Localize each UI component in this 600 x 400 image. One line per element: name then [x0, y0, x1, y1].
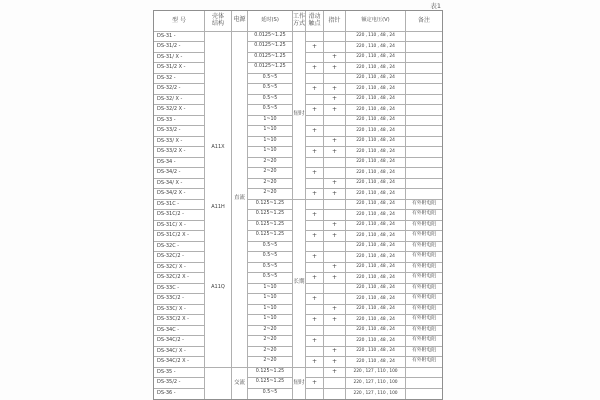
delay-cell: 0.5~5: [248, 263, 293, 274]
voltage-cell: 220 , 110 , 48 , 24: [346, 273, 406, 284]
voltage-cell: 220 , 110 , 48 , 24: [346, 137, 406, 148]
mode-short-time-cell-1: 短时: [293, 32, 306, 200]
voltage-cell: 220 , 110 , 48 , 24: [346, 84, 406, 95]
voltage-cell: 220 , 110 , 48 , 24: [346, 284, 406, 295]
shell-type-a11h: A11H: [211, 203, 225, 210]
voltage-cell: 220 , 110 , 48 , 24: [346, 200, 406, 211]
mode-short-time-cell-2: 短时: [293, 368, 306, 400]
slide-contact-cell: [306, 200, 324, 211]
spec-table: [153, 10, 443, 400]
note-cell: [406, 368, 442, 379]
note-cell: 有外附电阻: [406, 357, 442, 368]
note-cell: [406, 74, 442, 85]
slide-contact-cell: [306, 326, 324, 337]
pointer-cell: +: [324, 263, 346, 274]
note-cell: [406, 53, 442, 64]
model-cell: DS-34C/2 X -: [154, 357, 205, 368]
header-pointer: 指针: [324, 11, 346, 32]
pointer-cell: [324, 284, 346, 295]
note-cell: 有外附电阻: [406, 336, 442, 347]
delay-cell: 0.125~1.25: [248, 221, 293, 232]
note-cell: 有外附电阻: [406, 263, 442, 274]
note-cell: 有外附电阻: [406, 305, 442, 316]
pointer-cell: [324, 210, 346, 221]
delay-cell: 0.5~5: [248, 242, 293, 253]
model-cell: DS-33C -: [154, 284, 205, 295]
pointer-cell: [324, 294, 346, 305]
voltage-cell: 220 , 110 , 48 , 24: [346, 147, 406, 158]
note-cell: [406, 158, 442, 169]
slide-contact-cell: +: [306, 315, 324, 326]
model-cell: DS-32/2 -: [154, 84, 205, 95]
note-cell: [406, 137, 442, 148]
slide-contact-cell: [306, 53, 324, 64]
voltage-cell: 220 , 127 , 110 , 100: [346, 368, 406, 379]
note-cell: [406, 105, 442, 116]
slide-contact-cell: [306, 137, 324, 148]
header-voltage: 额定电压(V): [346, 11, 406, 32]
shell-type-a11x: A11X: [211, 143, 225, 150]
model-cell: DS-31C/2 X -: [154, 231, 205, 242]
slide-contact-cell: [306, 74, 324, 85]
model-cell: DS-34/2 -: [154, 168, 205, 179]
slide-contact-cell: [306, 305, 324, 316]
voltage-cell: 220 , 110 , 48 , 24: [346, 105, 406, 116]
pointer-cell: [324, 32, 346, 43]
pointer-cell: +: [324, 273, 346, 284]
delay-cell: 1~10: [248, 284, 293, 295]
note-cell: [406, 42, 442, 53]
model-cell: DS-32/2 X -: [154, 105, 205, 116]
model-cell: DS-34C/ X -: [154, 347, 205, 358]
pointer-cell: +: [324, 137, 346, 148]
model-cell: DS-33/2 X -: [154, 147, 205, 158]
delay-cell: 1~10: [248, 315, 293, 326]
pointer-cell: +: [324, 179, 346, 190]
pointer-cell: +: [324, 368, 346, 379]
model-cell: DS-31/2 -: [154, 42, 205, 53]
voltage-cell: 220 , 110 , 48 , 24: [346, 116, 406, 127]
delay-cell: 0.0125~1.25: [248, 63, 293, 74]
model-cell: DS-33/2 -: [154, 126, 205, 137]
pointer-cell: +: [324, 147, 346, 158]
delay-cell: 2~20: [248, 158, 293, 169]
note-cell: 有外附电阻: [406, 347, 442, 358]
slide-contact-cell: +: [306, 273, 324, 284]
voltage-cell: 220 , 110 , 48 , 24: [346, 95, 406, 106]
model-cell: DS-33C/2 -: [154, 294, 205, 305]
note-cell: 有外附电阻: [406, 231, 442, 242]
note-cell: [406, 168, 442, 179]
voltage-cell: 220 , 127 , 110 , 100: [346, 389, 406, 400]
pointer-cell: +: [324, 231, 346, 242]
voltage-cell: 220 , 110 , 48 , 24: [346, 305, 406, 316]
slide-contact-cell: [306, 179, 324, 190]
pointer-cell: [324, 200, 346, 211]
note-cell: 有外附电阻: [406, 221, 442, 232]
note-cell: [406, 63, 442, 74]
shell-type-a11q: A11Q: [211, 283, 225, 290]
delay-cell: 0.125~1.25: [248, 231, 293, 242]
model-cell: DS-34/ X -: [154, 179, 205, 190]
note-cell: 有外附电阻: [406, 284, 442, 295]
delay-cell: 1~10: [248, 147, 293, 158]
delay-cell: 2~20: [248, 168, 293, 179]
voltage-cell: 220 , 110 , 48 , 24: [346, 252, 406, 263]
model-cell: DS-34 -: [154, 158, 205, 169]
slide-contact-cell: +: [306, 231, 324, 242]
pointer-cell: [324, 326, 346, 337]
voltage-cell: 220 , 110 , 48 , 24: [346, 32, 406, 43]
voltage-cell: 220 , 110 , 48 , 24: [346, 168, 406, 179]
voltage-cell: 220 , 110 , 48 , 24: [346, 263, 406, 274]
slide-contact-cell: +: [306, 378, 324, 389]
note-cell: [406, 126, 442, 137]
slide-contact-cell: [306, 389, 324, 400]
power-dc-cell: 直流: [232, 32, 248, 368]
delay-cell: 0.5~5: [248, 95, 293, 106]
voltage-cell: 220 , 127 , 110 , 100: [346, 378, 406, 389]
delay-cell: 1~10: [248, 137, 293, 148]
pointer-cell: +: [324, 84, 346, 95]
model-cell: DS-34C -: [154, 326, 205, 337]
pointer-cell: +: [324, 53, 346, 64]
model-cell: DS-32C/2 -: [154, 252, 205, 263]
slide-contact-cell: +: [306, 357, 324, 368]
model-cell: DS-31/ X -: [154, 53, 205, 64]
delay-cell: 2~20: [248, 357, 293, 368]
header-notes: 备注: [406, 11, 442, 32]
voltage-cell: 220 , 110 , 48 , 24: [346, 42, 406, 53]
note-cell: 有外附电阻: [406, 210, 442, 221]
slide-contact-cell: +: [306, 252, 324, 263]
header-slide-contact: 滑动触点: [306, 11, 324, 32]
voltage-cell: 220 , 110 , 48 , 24: [346, 189, 406, 200]
model-cell: DS-31/2 X -: [154, 63, 205, 74]
delay-cell: 1~10: [248, 116, 293, 127]
model-cell: DS-33/ X -: [154, 137, 205, 148]
slide-contact-cell: [306, 32, 324, 43]
model-cell: DS-32/ X -: [154, 95, 205, 106]
delay-cell: 0.5~5: [248, 252, 293, 263]
slide-contact-cell: +: [306, 105, 324, 116]
delay-cell: 0.125~1.25: [248, 200, 293, 211]
delay-cell: 2~20: [248, 189, 293, 200]
voltage-cell: 220 , 110 , 48 , 24: [346, 242, 406, 253]
pointer-cell: +: [324, 95, 346, 106]
model-cell: DS-31C/2 -: [154, 210, 205, 221]
delay-cell: 0.125~1.25: [248, 378, 293, 389]
header-model: 型 号: [154, 11, 205, 32]
delay-cell: 2~20: [248, 326, 293, 337]
pointer-cell: +: [324, 347, 346, 358]
mode-long-term-cell: 长期: [293, 200, 306, 368]
voltage-cell: 220 , 110 , 48 , 24: [346, 158, 406, 169]
note-cell: [406, 378, 442, 389]
note-cell: [406, 84, 442, 95]
slide-contact-cell: +: [306, 168, 324, 179]
note-cell: [406, 95, 442, 106]
pointer-cell: [324, 242, 346, 253]
model-cell: DS-31 -: [154, 32, 205, 43]
model-cell: DS-33C/2 X -: [154, 315, 205, 326]
delay-cell: 0.5~5: [248, 84, 293, 95]
voltage-cell: 220 , 110 , 48 , 24: [346, 74, 406, 85]
pointer-cell: [324, 126, 346, 137]
note-cell: 有外附电阻: [406, 294, 442, 305]
pointer-cell: +: [324, 357, 346, 368]
voltage-cell: 220 , 110 , 48 , 24: [346, 315, 406, 326]
voltage-cell: 220 , 110 , 48 , 24: [346, 231, 406, 242]
note-cell: [406, 389, 442, 400]
pointer-cell: [324, 336, 346, 347]
model-cell: DS-32C/ X -: [154, 263, 205, 274]
note-cell: 有外附电阻: [406, 242, 442, 253]
model-cell: DS-32C -: [154, 242, 205, 253]
model-cell: DS-34/2 X -: [154, 189, 205, 200]
delay-cell: 0.125~1.25: [248, 368, 293, 379]
pointer-cell: [324, 389, 346, 400]
header-power: 电源: [232, 11, 248, 32]
note-cell: [406, 32, 442, 43]
delay-cell: 0.5~5: [248, 105, 293, 116]
note-cell: 有外附电阻: [406, 326, 442, 337]
slide-contact-cell: +: [306, 126, 324, 137]
delay-cell: 1~10: [248, 126, 293, 137]
note-cell: [406, 147, 442, 158]
note-cell: 有外附电阻: [406, 315, 442, 326]
delay-cell: 0.0125~1.25: [248, 53, 293, 64]
slide-contact-cell: [306, 242, 324, 253]
header-mode: 工作方式: [293, 11, 306, 32]
slide-contact-cell: +: [306, 84, 324, 95]
delay-cell: 1~10: [248, 305, 293, 316]
note-cell: 有外附电阻: [406, 252, 442, 263]
pointer-cell: [324, 74, 346, 85]
voltage-cell: 220 , 110 , 48 , 24: [346, 126, 406, 137]
note-cell: 有外附电阻: [406, 200, 442, 211]
voltage-cell: 220 , 110 , 48 , 24: [346, 63, 406, 74]
slide-contact-cell: [306, 95, 324, 106]
delay-cell: 2~20: [248, 179, 293, 190]
model-cell: DS-35/2 -: [154, 378, 205, 389]
delay-cell: 0.5~5: [248, 273, 293, 284]
model-cell: DS-31C/ X -: [154, 221, 205, 232]
model-cell: DS-32 -: [154, 74, 205, 85]
note-cell: 有外附电阻: [406, 273, 442, 284]
pointer-cell: [324, 158, 346, 169]
slide-contact-cell: [306, 284, 324, 295]
header-shell: 壳体结构: [205, 11, 232, 32]
voltage-cell: 220 , 110 , 48 , 24: [346, 210, 406, 221]
slide-contact-cell: +: [306, 147, 324, 158]
slide-contact-cell: +: [306, 63, 324, 74]
pointer-cell: +: [324, 189, 346, 200]
pointer-cell: +: [324, 105, 346, 116]
slide-contact-cell: +: [306, 294, 324, 305]
power-ac-cell: 交流: [232, 368, 248, 400]
model-cell: DS-31C -: [154, 200, 205, 211]
voltage-cell: 220 , 110 , 48 , 24: [346, 326, 406, 337]
pointer-cell: +: [324, 221, 346, 232]
slide-contact-cell: +: [306, 210, 324, 221]
pointer-cell: +: [324, 315, 346, 326]
model-cell: DS-36 -: [154, 389, 205, 400]
voltage-cell: 220 , 110 , 48 , 24: [346, 221, 406, 232]
note-cell: [406, 179, 442, 190]
table-caption: 表1: [430, 2, 441, 10]
delay-cell: 0.5~5: [248, 74, 293, 85]
note-cell: [406, 189, 442, 200]
slide-contact-cell: [306, 368, 324, 379]
voltage-cell: 220 , 110 , 48 , 24: [346, 336, 406, 347]
delay-cell: 0.125~1.25: [248, 210, 293, 221]
slide-contact-cell: +: [306, 189, 324, 200]
pointer-cell: [324, 378, 346, 389]
slide-contact-cell: [306, 116, 324, 127]
note-cell: [406, 116, 442, 127]
slide-contact-cell: [306, 158, 324, 169]
voltage-cell: 220 , 110 , 48 , 24: [346, 294, 406, 305]
voltage-cell: 220 , 110 , 48 , 24: [346, 347, 406, 358]
model-cell: DS-35 -: [154, 368, 205, 379]
shell-structure-empty-cell: [205, 368, 232, 400]
delay-cell: 0.5~5: [248, 389, 293, 400]
delay-cell: 2~20: [248, 347, 293, 358]
voltage-cell: 220 , 110 , 48 , 24: [346, 357, 406, 368]
model-cell: DS-33C/ X -: [154, 305, 205, 316]
voltage-cell: 220 , 110 , 48 , 24: [346, 179, 406, 190]
slide-contact-cell: +: [306, 42, 324, 53]
pointer-cell: [324, 42, 346, 53]
delay-cell: 1~10: [248, 294, 293, 305]
slide-contact-cell: [306, 221, 324, 232]
delay-cell: 0.0125~1.25: [248, 42, 293, 53]
model-cell: DS-33 -: [154, 116, 205, 127]
pointer-cell: [324, 116, 346, 127]
header-delay: 延时(S): [248, 11, 293, 32]
voltage-cell: 220 , 110 , 48 , 24: [346, 53, 406, 64]
pointer-cell: [324, 252, 346, 263]
slide-contact-cell: +: [306, 336, 324, 347]
pointer-cell: +: [324, 305, 346, 316]
delay-cell: 2~20: [248, 336, 293, 347]
delay-cell: 0.0125~1.25: [248, 32, 293, 43]
pointer-cell: [324, 168, 346, 179]
model-cell: DS-32C/2 X -: [154, 273, 205, 284]
shell-structure-merged-cell: [205, 32, 232, 368]
slide-contact-cell: [306, 263, 324, 274]
pointer-cell: +: [324, 63, 346, 74]
model-cell: DS-34C/2 -: [154, 336, 205, 347]
slide-contact-cell: [306, 347, 324, 358]
